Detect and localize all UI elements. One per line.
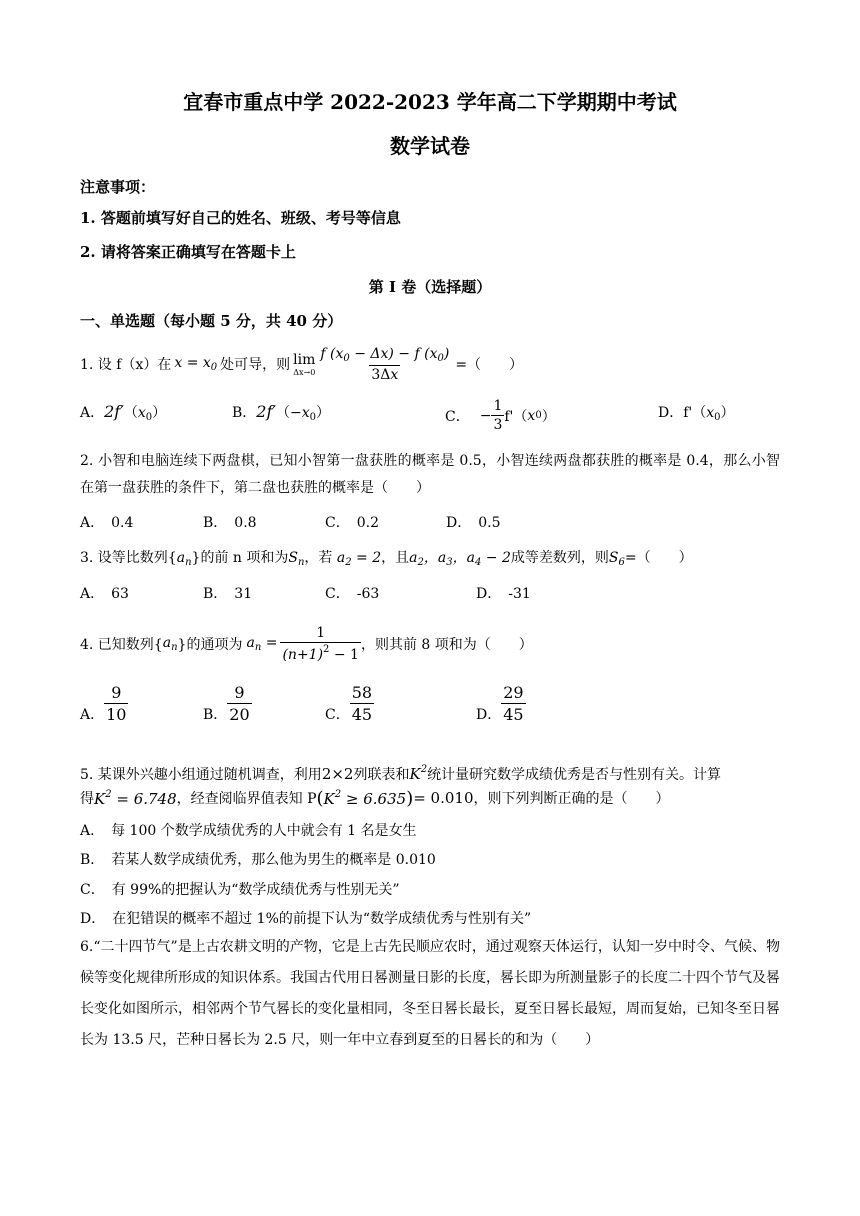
q1-option-a: A．$2f'(x_0)$ bbox=[80, 402, 167, 423]
q5-option-b: B． 若某人数学成绩优秀，那么他为男生的概率是 0.010 bbox=[80, 852, 436, 868]
q1-fraction: $\frac{f (x_0 - \Delta x) - f (x_0)}{3\Delta x}$ bbox=[320, 345, 450, 383]
q5-option-a: A． 每 100 个数学成绩优秀的人中就会有 1 名是女生 bbox=[80, 823, 417, 839]
q1-point-formula: $x = x_0$ bbox=[174, 355, 218, 373]
q4-option-b: B． $\frac{9}{20}$ bbox=[203, 682, 250, 724]
q3-option-a: A． 63 bbox=[80, 586, 129, 602]
q1-option-d: D．$f'(x_0)$ bbox=[658, 405, 735, 423]
q3-option-b: B． 31 bbox=[203, 586, 253, 602]
volume-heading: 第 I 卷（选择题） bbox=[368, 278, 492, 296]
notice-item-2: 2. 请将答案正确填写在答题卡上 bbox=[80, 243, 296, 261]
question-4: 4. 已知数列{ $a_n$ }的通项为 $a_n$ = $\frac{1}{(n+1)^2 - 1}$ ，则其前 8 项和为（ ） bbox=[80, 625, 533, 663]
q3-option-c: C． -63 bbox=[325, 586, 380, 602]
q2-option-b: B． 0.8 bbox=[203, 515, 257, 531]
question-2: 2. 小智和电脑连续下两盘棋，已知小智第一盘获胜的概率是 0.5，小智连续两盘都获胜的概率是 0.4，那么小智在第一盘获胜的条件下，第二盘也获胜的概率是（ ） bbox=[80, 453, 780, 496]
page-title: 宜春市重点中学 2022-2023 学年高二下学期期中考试 bbox=[183, 90, 677, 114]
question-6: 6.“二十四节气”是上古农耕文明的产物，它是上古先民顺应农时，通过观察天体运行，认知一岁中时令、气候、物候等变化规律所形成的知识体系。我国古代用日晷测量日影的长度，晷长即为所测量影子的长度二十四个节气及晷长变化如图所示，相邻两个节气晷长的变化量相同，冬至日晷长最长，夏至日晷长最短，周而复始，已知冬至日晷长为 13.5 尺，芒种日晷长为 2.5 尺，则一年中立春到夏至的日晷长的和为（ ） bbox=[80, 939, 780, 1048]
q1-text-a: 1. 设 f（x）在 bbox=[80, 357, 172, 373]
q1-text-b: 处可导，则 bbox=[220, 357, 291, 373]
q1-option-b: B．$2f'(-x_0)$ bbox=[232, 402, 331, 423]
q1-text-c: =（ ） bbox=[455, 357, 524, 373]
question-1 bbox=[80, 342, 523, 386]
q4-option-c: C． $\frac{58}{45}$ bbox=[325, 682, 373, 724]
notice-item-1: 1. 答题前填写好自己的姓名、班级、考号等信息 bbox=[80, 209, 401, 227]
q2-option-c: C． 0.2 bbox=[325, 515, 379, 531]
q5-option-d: D． 在犯错误的概率不超过 1%的前提下认为“数学成绩优秀与性别有关” bbox=[80, 911, 532, 927]
q4-option-d: D． $\frac{29}{45}$ bbox=[476, 682, 524, 724]
page-subtitle: 数学试卷 bbox=[390, 134, 470, 158]
question-3: 3. 设等比数列$\{a_n\}$的前 n 项和为$S_n$，若 $a_2 = 2$，且$a_2$，$a_3$，$a_4 - 2$成等差数列，则$S_6=$（ ） bbox=[80, 550, 693, 568]
q3-option-d: D． -31 bbox=[476, 586, 531, 602]
q1-option-c: C． − $\frac{1}{3}$ f'（ x 0 ） bbox=[445, 398, 556, 433]
question-5-line-2: 得 $K^2 = 6.748$ ，经查阅临界值表知 P ( $K^2 \ge 6.635$ ) = 0.010 ，则下列判断正确的是（ ） bbox=[80, 787, 670, 809]
notice-heading: 注意事项： bbox=[80, 178, 156, 196]
question-5-line-1: 5. 某课外兴趣小组通过随机调查，利用2×2列联表和$K^2$统计量研究数学成绩优秀是否与性别有关。计算 bbox=[80, 764, 722, 783]
q5-option-c: C． 有 99%的把握认为“数学成绩优秀与性别无关” bbox=[80, 882, 400, 898]
q1-limit: lim Δx→0 bbox=[293, 351, 316, 377]
q2-option-d: D． 0.5 bbox=[446, 515, 501, 531]
q4-option-a: A． $\frac{9}{10}$ bbox=[80, 682, 127, 724]
q2-option-a: A． 0.4 bbox=[80, 515, 134, 531]
section-heading: 一、单选题（每小题 5 分，共 40 分） bbox=[80, 312, 343, 330]
